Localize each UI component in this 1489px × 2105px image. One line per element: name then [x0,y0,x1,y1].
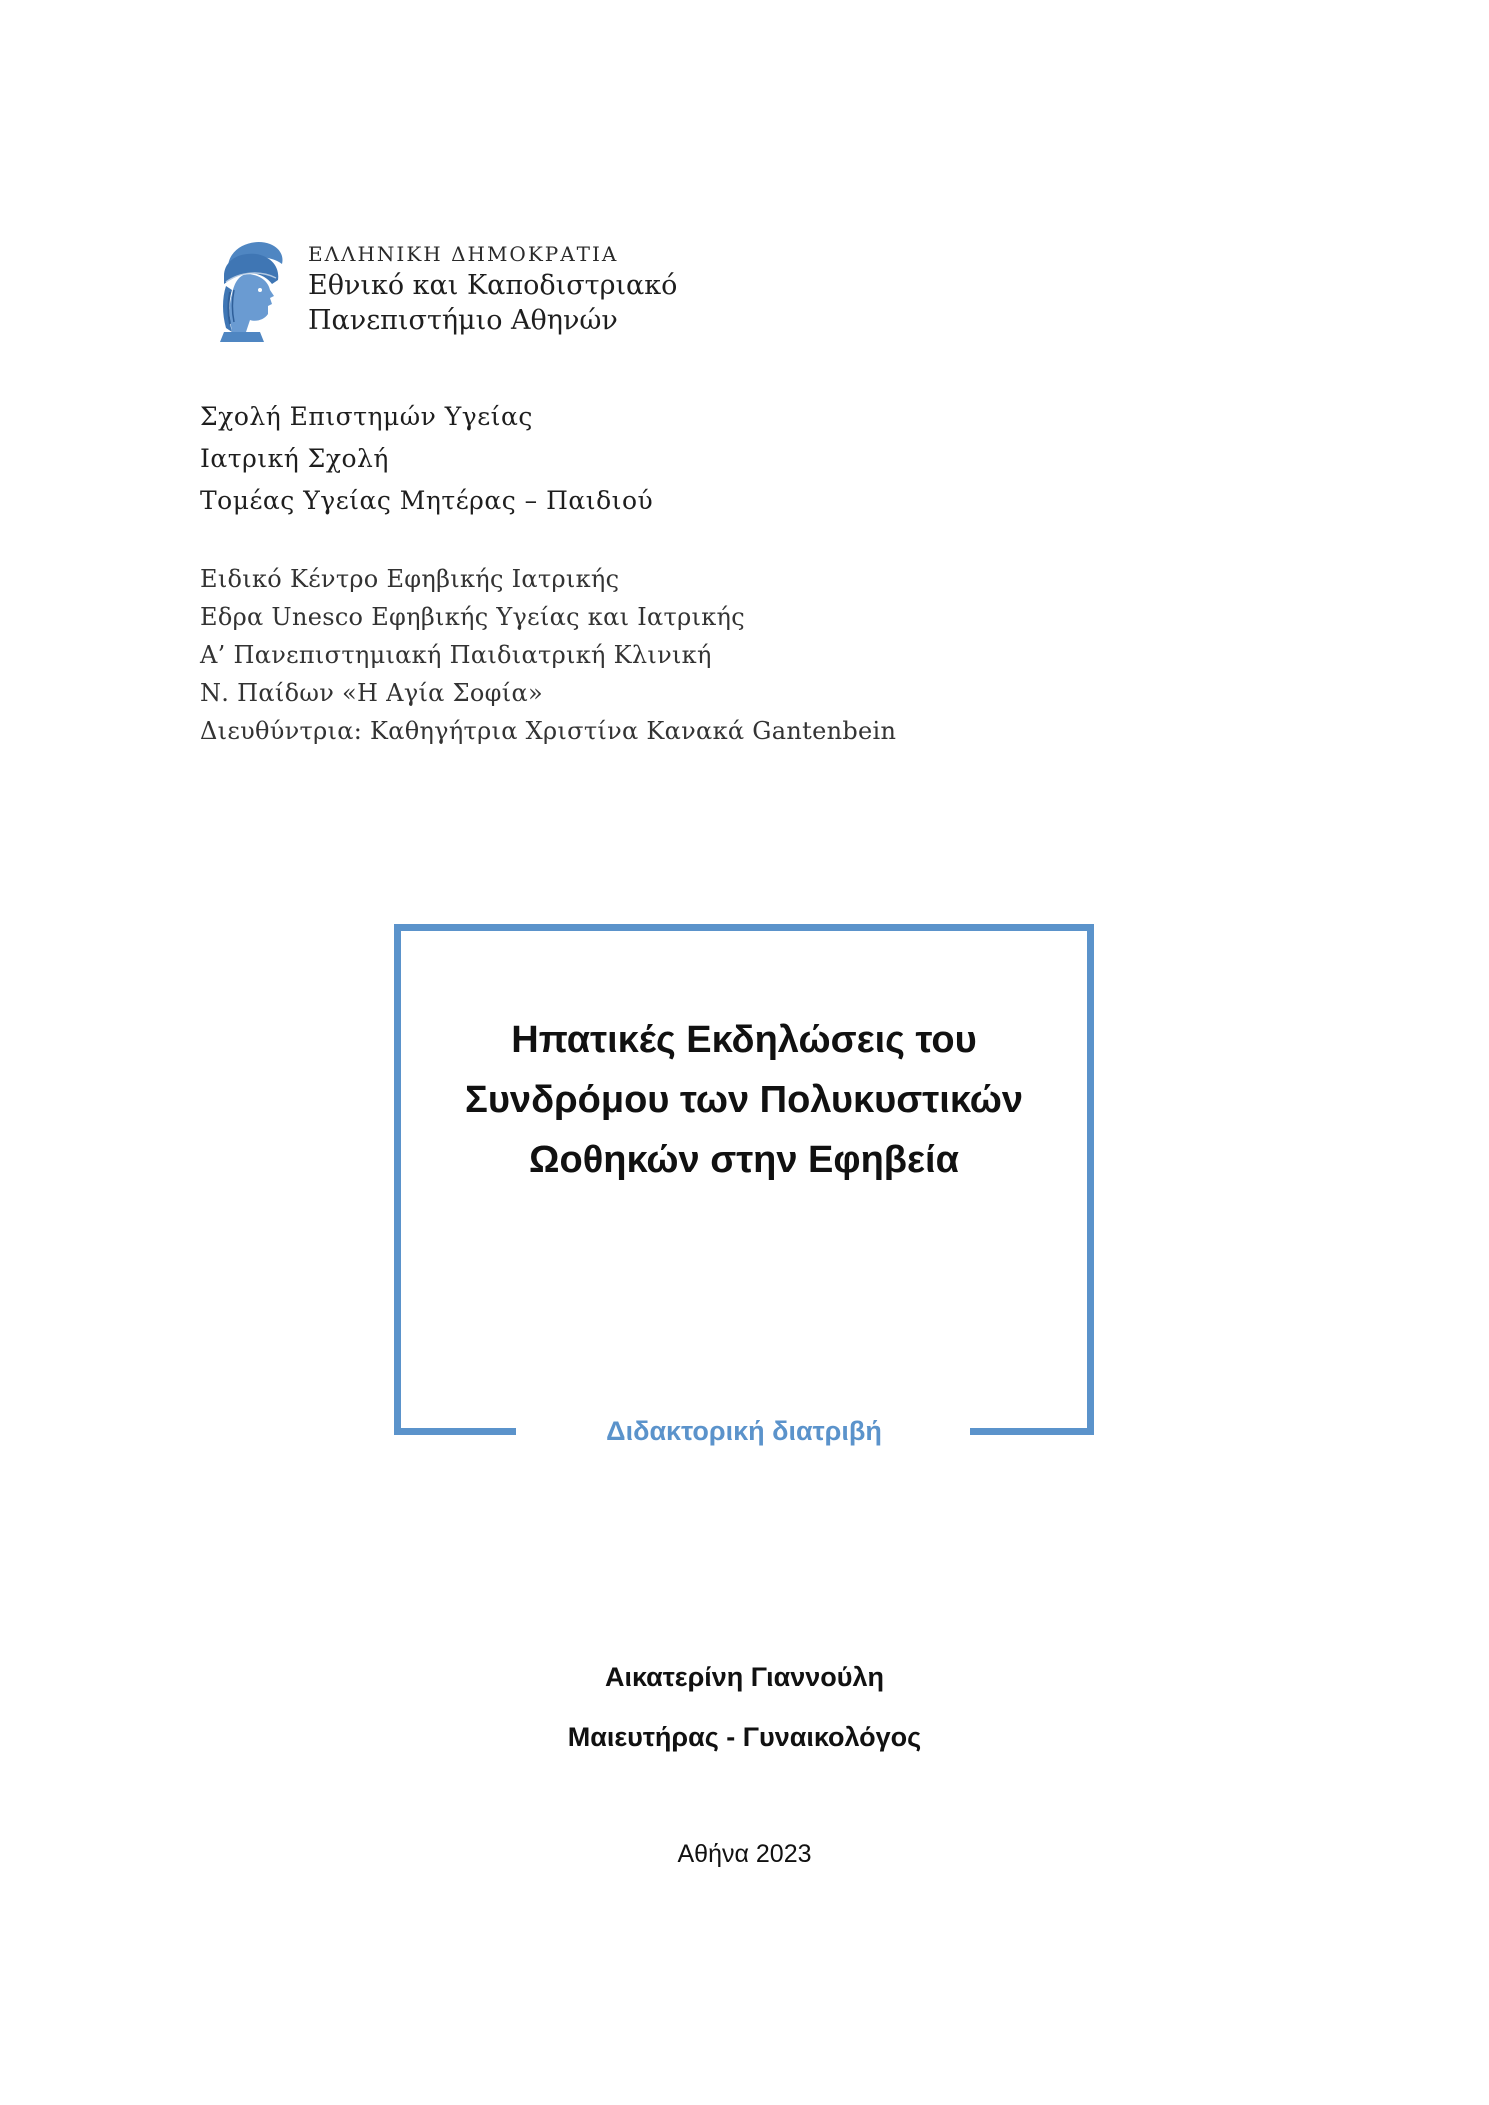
athena-seal-icon [210,236,288,346]
university-name-block [308,240,677,338]
department-line: Τομέας Υγείας Μητέρας – Παιδιού [200,486,654,515]
centre-block [200,560,896,750]
centre-line: Διευθύντρια: Καθηγήτρια Χριστίνα Κανακά Gantenbein [200,717,897,745]
university-name-line1: Εθνικό και Καποδιστριακό [308,270,678,301]
thesis-type-label: Διδακτορική διατριβή [606,1416,882,1446]
thesis-title [394,1010,1094,1190]
centre-line: Ειδικό Κέντρο Εφηβικής Ιατρικής [200,565,620,593]
centre-line: Ν. Παίδων «Η Αγία Σοφία» [200,679,543,707]
author-name: Αικατερίνη Γιαννούλη [604,1662,885,1692]
thesis-title-line3: Ωοθηκών στην Εφηβεία [529,1139,959,1181]
republic-label: ΕΛΛΗΝΙΚΗ ΔΗΜΟΚΡΑΤΙΑ [308,242,619,266]
departments-block [200,396,653,522]
place-year: Αθήνα 2023 [677,1840,812,1868]
centre-line: Α’ Πανεπιστημιακή Παιδιατρική Κλινική [200,641,712,669]
author-specialty: Μαιευτήρας - Γυναικολόγος [567,1722,922,1752]
centre-line: Εδρα Unesco Εφηβικής Υγείας και Ιατρικής [200,603,745,631]
department-line: Σχολή Επιστημών Υγείας [200,402,533,431]
thesis-title-line1: Ηπατικές Εκδηλώσεις του [511,1019,977,1061]
department-line: Ιατρική Σχολή [200,444,389,473]
thesis-title-line2: Συνδρόμου των Πολυκυστικών [465,1079,1023,1121]
university-name-line2: Πανεπιστήμιο Αθηνών [308,305,618,336]
